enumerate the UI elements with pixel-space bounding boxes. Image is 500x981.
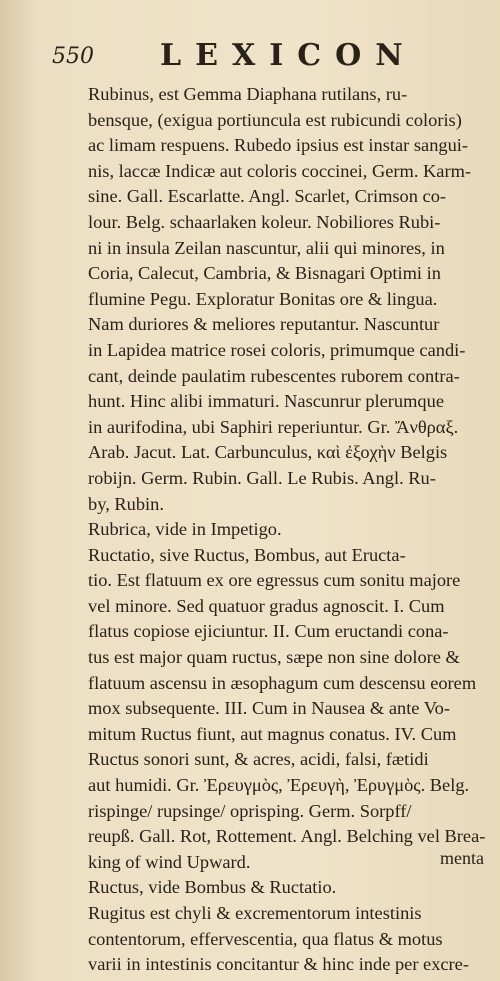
text-line: in aurifodina, ubi Saphiri reperiuntur. Gr. Ἄνθραξ. (88, 416, 459, 437)
text-line: varii in intestinis concitantur & hinc inde per excre- (88, 954, 469, 975)
text-line: Ructus sonori sunt, & acres, acidi, falsi, fætidi (88, 749, 429, 770)
text-line: sine. Gall. Escarlatte. Angl. Scarlet, Crimson co- (88, 186, 447, 207)
running-head: LEXICON (160, 38, 417, 73)
text-line: robijn. Germ. Rubin. Gall. Le Rubis. Angl. Ru- (88, 467, 436, 488)
text-line: flumine Pegu. Exploratur Bonitas ore & lingua. (88, 288, 438, 309)
text-line: mox subsequente. III. Cum in Nausea & ante Vo- (88, 698, 450, 719)
text-line: Rubrica, vide in Impetigo. (88, 519, 282, 540)
text-line: Ructus, vide Bombus & Ructatio. (88, 877, 337, 898)
text-line: Ructatio, sive Ructus, Bombus, aut Eructa- (88, 544, 406, 565)
text-line: aut humidi. Gr. Ἐρευγμὸς, Ἐρευγὴ, Ἐρυγμὸς. Belg. (88, 775, 470, 796)
text-line: bensque, (exigua portiuncula est rubicundi coloris) (88, 109, 462, 130)
text-line: tus est major quam ructus, sæpe non sine dolore & (88, 647, 460, 668)
text-line: mitum Ructus fiunt, aut magnus conatus. IV. Cum (88, 723, 457, 744)
page-number: 550 (52, 44, 94, 69)
text-line: flatuum ascensu in æsophagum cum descensu eorem (88, 672, 477, 693)
text-line: flatus copiose ejiciuntur. II. Cum eructandi cona- (88, 621, 449, 642)
text-line: Nam duriores & meliores reputantur. Nascuntur (88, 314, 440, 335)
text-line: ac limam respuens. Rubedo ipsius est instar sangui- (88, 135, 469, 156)
text-line: lour. Belg. schaarlaken koleur. Nobiliores Rubi- (88, 211, 441, 232)
text-line: tio. Est flatuum ex ore egressus cum sonitu majore (88, 570, 461, 591)
text-line: Rubinus, est Gemma Diaphana rutilans, ru- (88, 84, 408, 104)
text-line: nis, laccæ Indicæ aut coloris coccinei, Germ. Karm- (88, 160, 472, 181)
text-line: in Lapidea matrice rosei coloris, primumque candi- (88, 339, 466, 360)
text-line: Arab. Jacut. Lat. Carbunculus, καὶ ἐξοχὴν Belgis (88, 442, 448, 463)
page-header (52, 38, 472, 72)
text-line: by, Rubin. (88, 493, 164, 514)
text-line: Coria, Calecut, Cambria, & Bisnagari Optimi in (88, 263, 441, 284)
lexicon-text (88, 82, 486, 978)
text-line: hunt. Hinc alibi immaturi. Nascunrur plerumque (88, 391, 444, 412)
text-line: reupß. Gall. Rot, Rottement. Angl. Belching vel Brea- (88, 826, 486, 847)
text-line: ni in insula Zeilan nascuntur, alii qui minores, in (88, 237, 445, 258)
text-line: vel minore. Sed quatuor gradus agnoscit. I. Cum (88, 595, 445, 616)
catchword: menta (440, 848, 484, 868)
text-line: contentorum, effervescentia, qua flatus & motus (88, 928, 443, 949)
text-line: cant, deinde paulatim rubescentes ruborem contra- (88, 365, 460, 386)
text-line: rispinge/ rupsinge/ oprisping. Germ. Sorpff/ (88, 800, 412, 821)
text-line: Rugitus est chyli & excrementorum intestinis (88, 903, 422, 923)
text-line: king of wind Upward. (88, 851, 251, 872)
